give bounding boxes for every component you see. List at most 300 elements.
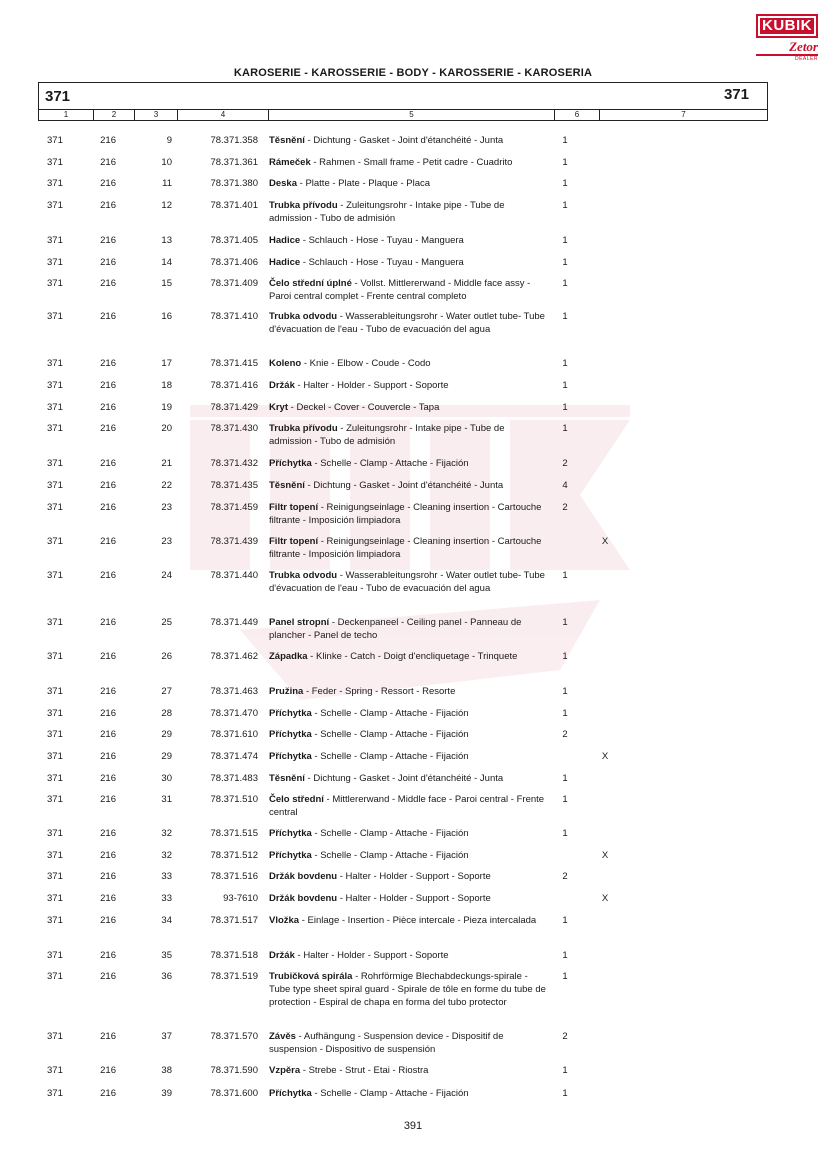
cell-position: 13 <box>161 234 172 246</box>
cell-description <box>258 134 546 156</box>
part-name-cz: Příchytka <box>269 458 312 470</box>
page-title: KAROSERIE - KAROSSERIE - BODY - KAROSSERIE - KAROSERIA <box>233 67 593 79</box>
cell-position: 20 <box>161 423 172 435</box>
part-name-translations: - Strebe - Strut - Etai - Riostra <box>300 1065 429 1077</box>
part-name-cz: Těsnění <box>269 135 305 146</box>
part-name-translations: - Klinke - Catch - Doigt d'encliquetage - Trinquete <box>307 651 518 663</box>
part-name-translations: - Schlauch - Hose - Tuyau - Manguera <box>300 234 464 246</box>
cell-section: 371 <box>47 278 63 290</box>
cell-part-number: 78.371.410 <box>210 310 258 322</box>
table-row <box>38 234 768 256</box>
cell-description <box>258 1064 546 1087</box>
cell-group: 216 <box>100 178 116 190</box>
cell-part-number: 78.371.409 <box>210 278 258 290</box>
cell-description <box>258 256 546 278</box>
cell-description <box>258 535 546 569</box>
cell-position: 22 <box>161 480 172 492</box>
table-row <box>38 1087 768 1109</box>
part-name-cz: Držák <box>269 949 295 961</box>
cell-part-number: 78.371.483 <box>210 772 258 784</box>
cell-quantity: 2 <box>562 729 568 741</box>
part-name-translations: - Aufhängung - Suspension device - Dispositif de suspension - Dispositivo de suspensión <box>269 1031 504 1056</box>
cell-part-number: 78.371.449 <box>210 617 258 629</box>
cell-section: 371 <box>47 234 63 246</box>
cell-group: 216 <box>100 871 116 883</box>
part-name-cz: Držák <box>269 380 295 392</box>
cell-description <box>258 728 546 750</box>
part-name-translations: - Deckenpaneel - Ceiling panel - Panneau de plancher - Panel de techo <box>269 617 522 642</box>
part-name-translations: - Zuleitungsrohr - Intake pipe - Tube de admission - Tubo de admisión <box>269 199 505 224</box>
cell-position: 12 <box>161 199 172 211</box>
cell-mark <box>584 277 626 310</box>
part-name-translations: - Rahmen - Small frame - Petit cadre - Cuadrito <box>310 156 513 168</box>
cell-position: 29 <box>161 751 172 763</box>
part-name-translations: - Dichtung - Gasket - Joint d'étanchéité - Junta <box>304 480 504 492</box>
cell-mark <box>584 569 626 617</box>
part-name-translations: - Deckel - Cover - Couvercle - Tapa <box>288 401 440 413</box>
cell-part-number: 78.371.439 <box>210 535 258 547</box>
cell-mark <box>584 685 626 707</box>
cell-section: 371 <box>47 729 63 741</box>
cell-position: 32 <box>161 849 172 861</box>
cell-mark <box>584 949 626 971</box>
cell-mark: X <box>601 849 609 861</box>
cell-description <box>258 177 546 199</box>
cell-quantity: 1 <box>562 617 568 629</box>
cell-quantity <box>546 750 584 772</box>
cell-section: 371 <box>47 828 63 840</box>
cell-position: 9 <box>166 135 172 146</box>
table-row <box>38 457 768 479</box>
table-row <box>38 379 768 401</box>
cell-group: 216 <box>100 617 116 629</box>
cell-description <box>258 914 546 949</box>
cell-mark <box>584 970 626 1030</box>
cell-mark <box>584 401 626 423</box>
cell-mark <box>584 1030 626 1064</box>
cell-position: 10 <box>161 156 172 168</box>
cell-group: 216 <box>100 794 116 806</box>
table-row <box>38 569 768 617</box>
cell-group: 216 <box>100 729 116 741</box>
cell-section: 371 <box>47 380 63 392</box>
part-name-translations: - Zuleitungsrohr - Intake pipe - Tube de admission - Tubo de admisión <box>269 423 505 448</box>
cell-description <box>258 479 546 501</box>
cell-description <box>258 707 546 729</box>
cell-mark <box>584 199 626 234</box>
cell-part-number: 78.371.517 <box>210 914 258 926</box>
column-number: 1 <box>39 110 94 120</box>
cell-description <box>258 501 546 535</box>
cell-quantity: 1 <box>562 707 568 719</box>
cell-quantity: 1 <box>562 1065 568 1077</box>
cell-mark <box>584 914 626 949</box>
logo-zetor-text: Zetor <box>756 40 818 56</box>
part-name-cz: Příchytka <box>269 707 312 719</box>
part-name-translations: - Reinigungseinlage - Cleaning insertion - Cartouche filtrante - Imposición limpiadora <box>269 501 542 526</box>
cell-group: 216 <box>100 707 116 719</box>
cell-mark <box>584 357 626 379</box>
cell-mark <box>584 870 626 892</box>
cell-position: 30 <box>161 772 172 784</box>
cell-part-number: 78.371.519 <box>210 971 258 983</box>
cell-part-number: 78.371.432 <box>210 458 258 470</box>
cell-quantity: 1 <box>562 256 568 268</box>
table-row <box>38 750 768 772</box>
cell-section: 371 <box>47 893 63 905</box>
cell-part-number: 78.371.600 <box>210 1087 258 1099</box>
cell-mark <box>584 1064 626 1087</box>
cell-quantity: 1 <box>562 569 568 581</box>
cell-quantity: 1 <box>562 199 568 211</box>
cell-description <box>258 310 546 358</box>
cell-mark <box>584 1087 626 1109</box>
part-name-translations: - Schelle - Clamp - Attache - Fijación <box>311 849 469 861</box>
cell-quantity: 1 <box>562 380 568 392</box>
part-name-cz: Příchytka <box>269 828 312 840</box>
cell-position: 33 <box>161 893 172 905</box>
cell-mark: X <box>601 535 609 547</box>
cell-description <box>258 685 546 707</box>
cell-quantity: 1 <box>562 423 568 435</box>
cell-section: 371 <box>47 849 63 861</box>
part-name-translations: - Reinigungseinlage - Cleaning insertion - Cartouche filtrante - Imposición limpiadora <box>269 535 542 560</box>
table-row <box>38 949 768 971</box>
cell-part-number: 78.371.406 <box>210 256 258 268</box>
cell-mark <box>584 134 626 156</box>
cell-description <box>258 1030 546 1064</box>
cell-section: 371 <box>47 458 63 470</box>
cell-group: 216 <box>100 651 116 663</box>
part-name-cz: Rámeček <box>269 156 311 168</box>
part-name-translations: - Halter - Holder - Support - Soporte <box>337 893 491 905</box>
cell-section: 371 <box>47 358 63 370</box>
cell-section: 371 <box>47 772 63 784</box>
cell-mark <box>584 707 626 729</box>
cell-quantity: 1 <box>562 914 568 926</box>
cell-mark <box>584 422 626 457</box>
table-row <box>38 914 768 949</box>
cell-part-number: 78.371.361 <box>210 156 258 168</box>
cell-section: 371 <box>47 617 63 629</box>
cell-quantity: 1 <box>562 686 568 698</box>
table-row <box>38 827 768 849</box>
part-name-cz: Příchytka <box>269 751 312 763</box>
cell-mark <box>584 501 626 535</box>
cell-quantity: 1 <box>562 794 568 806</box>
part-name-cz: Koleno <box>269 358 302 370</box>
cell-quantity: 4 <box>562 480 568 492</box>
table-row <box>38 892 768 914</box>
cell-quantity <box>546 535 584 569</box>
cell-part-number: 78.371.518 <box>210 949 258 961</box>
cell-quantity <box>546 849 584 871</box>
cell-quantity: 2 <box>562 871 568 883</box>
cell-description <box>258 970 546 1030</box>
cell-section: 371 <box>47 156 63 168</box>
cell-position: 15 <box>161 278 172 290</box>
column-number: 3 <box>135 110 178 120</box>
cell-group: 216 <box>100 234 116 246</box>
cell-position: 18 <box>161 380 172 392</box>
cell-description <box>258 827 546 849</box>
part-name-cz: Příchytka <box>269 729 312 741</box>
cell-mark <box>584 457 626 479</box>
parts-table <box>38 134 768 1108</box>
kubik-zetor-logo <box>756 14 818 62</box>
cell-section: 371 <box>47 256 63 268</box>
part-name-translations: - Platte - Plate - Plaque - Placa <box>297 178 431 190</box>
cell-quantity: 1 <box>562 358 568 370</box>
cell-section: 371 <box>47 914 63 926</box>
part-name-translations: - Schlauch - Hose - Tuyau - Manguera <box>300 256 464 268</box>
part-name-cz: Kryt <box>269 401 289 413</box>
cell-description <box>258 870 546 892</box>
cell-mark <box>584 793 626 827</box>
part-name-cz: Pružina <box>269 686 304 698</box>
cell-position: 24 <box>161 569 172 581</box>
cell-description <box>258 793 546 827</box>
cell-part-number: 78.371.429 <box>210 401 258 413</box>
table-row <box>38 479 768 501</box>
cell-section: 371 <box>47 1031 63 1043</box>
column-number: 5 <box>269 110 555 120</box>
cell-group: 216 <box>100 893 116 905</box>
part-name-cz: Panel stropní <box>269 617 330 629</box>
part-name-translations: - Wasserableitungsrohr - Water outlet tube- Tube d'évacuation de l'eau - Tubo de evacuación del agua <box>269 569 545 594</box>
cell-group: 216 <box>100 1031 116 1043</box>
cell-quantity: 2 <box>562 458 568 470</box>
part-name-translations: - Halter - Holder - Support - Soporte <box>294 949 449 961</box>
cell-position: 36 <box>161 971 172 983</box>
cell-quantity: 1 <box>562 278 568 290</box>
table-row <box>38 650 768 685</box>
cell-section: 371 <box>47 480 63 492</box>
cell-part-number: 78.371.462 <box>210 651 258 663</box>
cell-position: 25 <box>161 617 172 629</box>
table-row <box>38 616 768 650</box>
cell-part-number: 78.371.358 <box>210 135 258 146</box>
cell-quantity: 1 <box>562 772 568 784</box>
cell-section: 371 <box>47 401 63 413</box>
cell-mark <box>584 616 626 650</box>
table-row <box>38 256 768 278</box>
part-name-translations: - Schelle - Clamp - Attache - Fijación <box>311 828 469 840</box>
table-row <box>38 970 768 1030</box>
cell-section: 371 <box>47 1087 63 1099</box>
column-number: 6 <box>555 110 600 120</box>
cell-part-number: 78.371.590 <box>210 1065 258 1077</box>
table-row <box>38 357 768 379</box>
cell-mark <box>584 256 626 278</box>
cell-part-number: 78.371.416 <box>210 380 258 392</box>
cell-part-number: 78.371.474 <box>210 751 258 763</box>
table-row <box>38 849 768 871</box>
cell-group: 216 <box>100 199 116 211</box>
column-number: 7 <box>681 110 686 119</box>
cell-position: 32 <box>161 828 172 840</box>
cell-part-number: 78.371.470 <box>210 707 258 719</box>
cell-position: 34 <box>161 914 172 926</box>
table-row <box>38 535 768 569</box>
cell-part-number: 78.371.512 <box>210 849 258 861</box>
cell-description <box>258 401 546 423</box>
cell-section: 371 <box>47 199 63 211</box>
part-name-translations: - Schelle - Clamp - Attache - Fijación <box>311 751 469 763</box>
cell-group: 216 <box>100 828 116 840</box>
table-row <box>38 177 768 199</box>
cell-group: 216 <box>100 156 116 168</box>
cell-section: 371 <box>47 794 63 806</box>
table-row <box>38 707 768 729</box>
part-name-cz: Čelo střední <box>269 794 324 806</box>
table-row <box>38 870 768 892</box>
group-code-box <box>38 82 768 110</box>
cell-section: 371 <box>47 651 63 663</box>
cell-quantity: 1 <box>562 234 568 246</box>
cell-description <box>258 1087 546 1109</box>
cell-part-number: 78.371.430 <box>210 423 258 435</box>
part-name-cz: Trubka přívodu <box>269 423 338 435</box>
cell-section: 371 <box>47 178 63 190</box>
cell-part-number: 78.371.515 <box>210 828 258 840</box>
cell-position: 21 <box>161 458 172 470</box>
cell-description <box>258 616 546 650</box>
cell-position: 29 <box>161 729 172 741</box>
cell-mark: X <box>601 751 609 763</box>
part-name-translations: - Schelle - Clamp - Attache - Fijación <box>311 458 469 470</box>
cell-part-number: 93-7610 <box>223 893 258 905</box>
cell-description <box>258 569 546 617</box>
cell-group: 216 <box>100 751 116 763</box>
cell-part-number: 78.371.440 <box>210 569 258 581</box>
table-row <box>38 401 768 423</box>
cell-quantity: 1 <box>562 651 568 663</box>
cell-mark: X <box>601 893 609 905</box>
cell-group: 216 <box>100 135 116 146</box>
column-number: 2 <box>94 110 135 120</box>
cell-group: 216 <box>100 971 116 983</box>
cell-mark <box>584 156 626 178</box>
part-name-cz: Západka <box>269 651 308 663</box>
cell-description <box>258 849 546 871</box>
cell-part-number: 78.371.570 <box>210 1031 258 1043</box>
cell-section: 371 <box>47 535 63 547</box>
part-name-translations: - Knie - Elbow - Coude - Codo <box>301 358 431 370</box>
part-name-cz: Příchytka <box>269 849 312 861</box>
cell-part-number: 78.371.459 <box>210 501 258 513</box>
cell-quantity <box>546 892 584 914</box>
cell-quantity: 1 <box>562 949 568 961</box>
part-name-cz: Trubka odvodu <box>269 310 338 322</box>
cell-description <box>258 750 546 772</box>
cell-group: 216 <box>100 423 116 435</box>
part-name-translations: - Dichtung - Gasket - Joint d'étanchéité - Junta <box>304 135 504 146</box>
table-row <box>38 199 768 234</box>
part-name-translations: - Schelle - Clamp - Attache - Fijación <box>311 707 469 719</box>
part-name-translations: - Schelle - Clamp - Attache - Fijación <box>311 729 469 741</box>
cell-description <box>258 357 546 379</box>
cell-part-number: 78.371.401 <box>210 199 258 211</box>
part-name-translations: - Halter - Holder - Support - Soporte <box>337 871 491 883</box>
cell-description <box>258 457 546 479</box>
cell-position: 39 <box>161 1087 172 1099</box>
cell-mark <box>584 379 626 401</box>
part-name-cz: Držák bovdenu <box>269 893 338 905</box>
cell-quantity: 1 <box>562 156 568 168</box>
cell-section: 371 <box>47 686 63 698</box>
cell-position: 23 <box>161 501 172 513</box>
group-code-left: 371 <box>45 88 71 105</box>
column-numbers <box>38 110 768 121</box>
logo-kubik-text: KUBIK <box>756 14 818 38</box>
part-name-translations: - Mittlererwand - Middle face - Paroi central - Frente central <box>269 794 545 819</box>
cell-group: 216 <box>100 1087 116 1099</box>
part-name-cz: Trubka přívodu <box>269 199 338 211</box>
cell-group: 216 <box>100 256 116 268</box>
part-name-cz: Filtr topení <box>269 535 319 547</box>
part-name-translations: - Wasserableitungsrohr - Water outlet tube- Tube d'évacuation de l'eau - Tubo de evacuación del agua <box>269 310 545 335</box>
part-name-cz: Vzpěra <box>269 1065 301 1077</box>
cell-mark <box>584 728 626 750</box>
cell-part-number: 78.371.463 <box>210 686 258 698</box>
cell-section: 371 <box>47 871 63 883</box>
cell-position: 26 <box>161 651 172 663</box>
cell-position: 11 <box>162 178 172 190</box>
cell-group: 216 <box>100 686 116 698</box>
cell-group: 216 <box>100 358 116 370</box>
page-number: 391 <box>403 1120 423 1132</box>
cell-description <box>258 892 546 914</box>
part-name-translations: - Rohrförmige Blechabdeckungs-spirale - Tube type sheet spiral guard - Spirale de tôle en forme du tube de protection - Espiral de chapa en forma del tubo protector <box>269 971 546 1009</box>
cell-position: 27 <box>161 686 172 698</box>
part-name-cz: Trubka odvodu <box>269 569 338 581</box>
cell-description <box>258 422 546 457</box>
cell-mark <box>584 650 626 685</box>
cell-position: 35 <box>161 949 172 961</box>
cell-description <box>258 949 546 971</box>
cell-group: 216 <box>100 480 116 492</box>
table-row <box>38 310 768 358</box>
part-name-cz: Závěs <box>269 1031 296 1043</box>
part-name-translations: - Feder - Spring - Ressort - Resorte <box>303 686 456 698</box>
cell-group: 216 <box>100 458 116 470</box>
table-row <box>38 422 768 457</box>
part-name-translations: - Halter - Holder - Support - Soporte <box>294 380 449 392</box>
cell-position: 14 <box>161 256 172 268</box>
cell-description <box>258 379 546 401</box>
cell-group: 216 <box>100 310 116 322</box>
cell-mark <box>584 827 626 849</box>
cell-group: 216 <box>100 501 116 513</box>
cell-position: 16 <box>161 310 172 322</box>
table-row <box>38 793 768 827</box>
cell-position: 23 <box>161 535 172 547</box>
cell-group: 216 <box>100 569 116 581</box>
cell-part-number: 78.371.516 <box>210 871 258 883</box>
cell-group: 216 <box>100 1065 116 1077</box>
cell-quantity: 1 <box>562 401 568 413</box>
table-row <box>38 1030 768 1064</box>
cell-group: 216 <box>100 949 116 961</box>
part-name-cz: Držák bovdenu <box>269 871 338 883</box>
cell-group: 216 <box>100 278 116 290</box>
cell-section: 371 <box>47 135 63 146</box>
cell-section: 371 <box>47 310 63 322</box>
group-code-right: 371 <box>723 86 749 103</box>
cell-group: 216 <box>100 914 116 926</box>
cell-position: 19 <box>161 401 172 413</box>
